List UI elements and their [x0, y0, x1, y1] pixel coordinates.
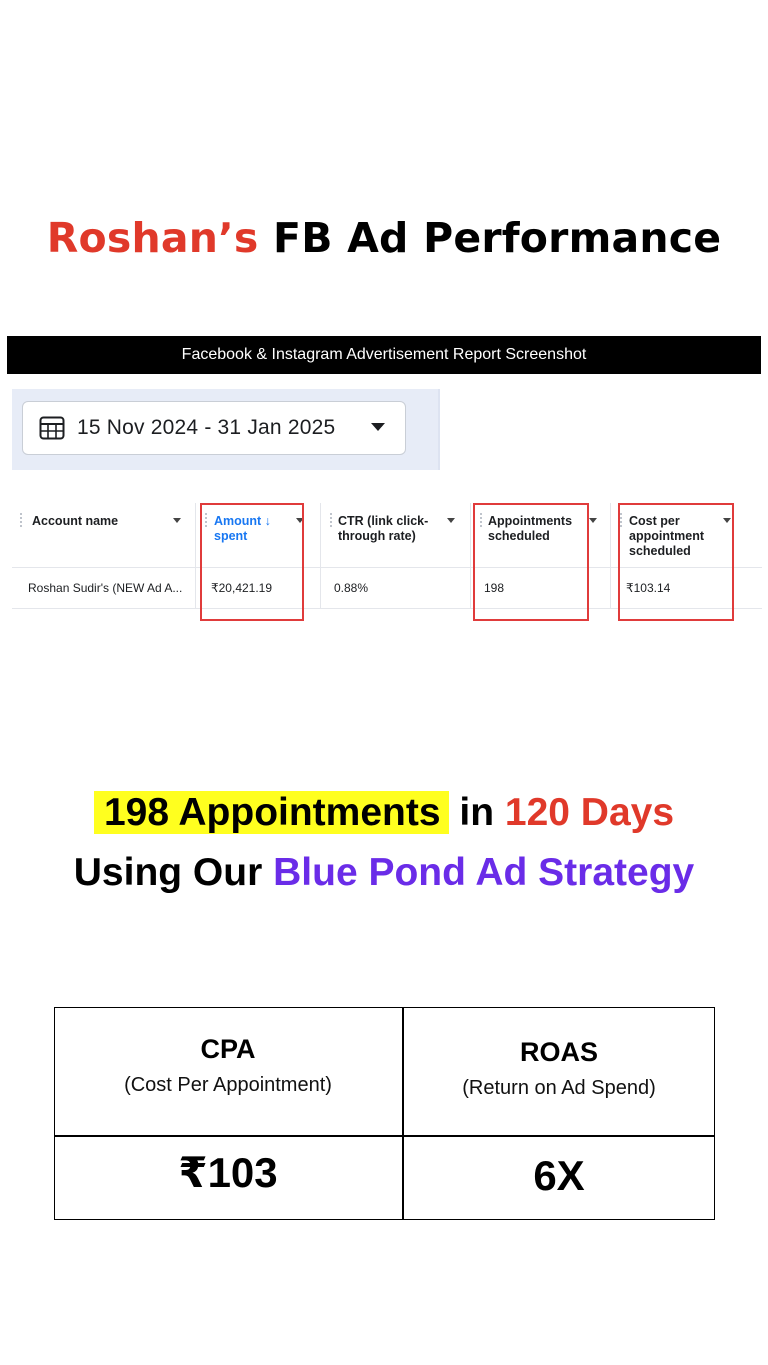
header-account-name[interactable]: Account name — [32, 514, 119, 528]
cell-appointments: 198 — [484, 581, 505, 595]
drag-handle-icon[interactable] — [330, 513, 334, 527]
sort-caret-icon[interactable] — [173, 518, 181, 523]
sort-caret-icon[interactable] — [589, 518, 597, 523]
sort-caret-icon[interactable] — [447, 518, 455, 523]
headline-days: 120 Days — [504, 791, 675, 834]
header-cost-per-appointment[interactable]: Cost per appointment scheduled — [629, 514, 704, 558]
roas-label: ROAS — [519, 1037, 598, 1067]
header-amount-spent[interactable]: Amount ↓ spent — [214, 514, 271, 543]
headline-line-2 — [0, 851, 768, 895]
headline-using: Using Our — [73, 851, 263, 894]
cell-account-name[interactable]: Roshan Sudir's (NEW Ad A... — [28, 581, 183, 595]
drag-handle-icon[interactable] — [20, 513, 24, 527]
cell-cost-per-appointment: ₹103.14 — [626, 581, 671, 595]
column-divider[interactable] — [320, 503, 321, 609]
highlight-box-cost — [618, 503, 734, 621]
calendar-icon — [39, 416, 65, 440]
column-divider[interactable] — [195, 503, 196, 609]
caption-bar — [7, 336, 761, 374]
headline-line-1 — [0, 791, 768, 835]
cell-amount-spent: ₹20,421.19 — [211, 581, 273, 595]
roas-value: 6X — [533, 1152, 585, 1199]
chevron-down-icon[interactable] — [371, 423, 385, 431]
title-rest: FB Ad Performance — [272, 214, 722, 262]
column-divider[interactable] — [470, 503, 471, 609]
column-divider[interactable] — [610, 503, 611, 609]
metrics-divider-horizontal — [54, 1135, 715, 1137]
page-title — [0, 214, 768, 262]
caption-text: Facebook & Instagram Advertisement Report Screenshot — [181, 346, 587, 363]
roas-subtitle: (Return on Ad Spend) — [462, 1077, 656, 1099]
date-range-text: 15 Nov 2024 - 31 Jan 2025 — [77, 416, 336, 439]
headline-strategy: Blue Pond Ad Strategy — [273, 851, 695, 894]
date-range-picker[interactable] — [22, 401, 406, 455]
highlight-box-amount — [200, 503, 304, 621]
cpa-label: CPA — [200, 1034, 256, 1064]
cpa-subtitle: (Cost Per Appointment) — [124, 1074, 332, 1096]
highlight-box-appointments — [473, 503, 589, 621]
headline-highlight: 198 Appointments — [94, 791, 449, 834]
cpa-value: ₹103 — [178, 1149, 278, 1196]
cell-ctr: 0.88% — [334, 581, 369, 595]
header-ctr[interactable]: CTR (link click- through rate) — [338, 514, 429, 543]
title-name: Roshan’s — [46, 214, 259, 262]
header-appointments[interactable]: Appointments scheduled — [488, 514, 573, 543]
headline-in: in — [459, 791, 495, 834]
